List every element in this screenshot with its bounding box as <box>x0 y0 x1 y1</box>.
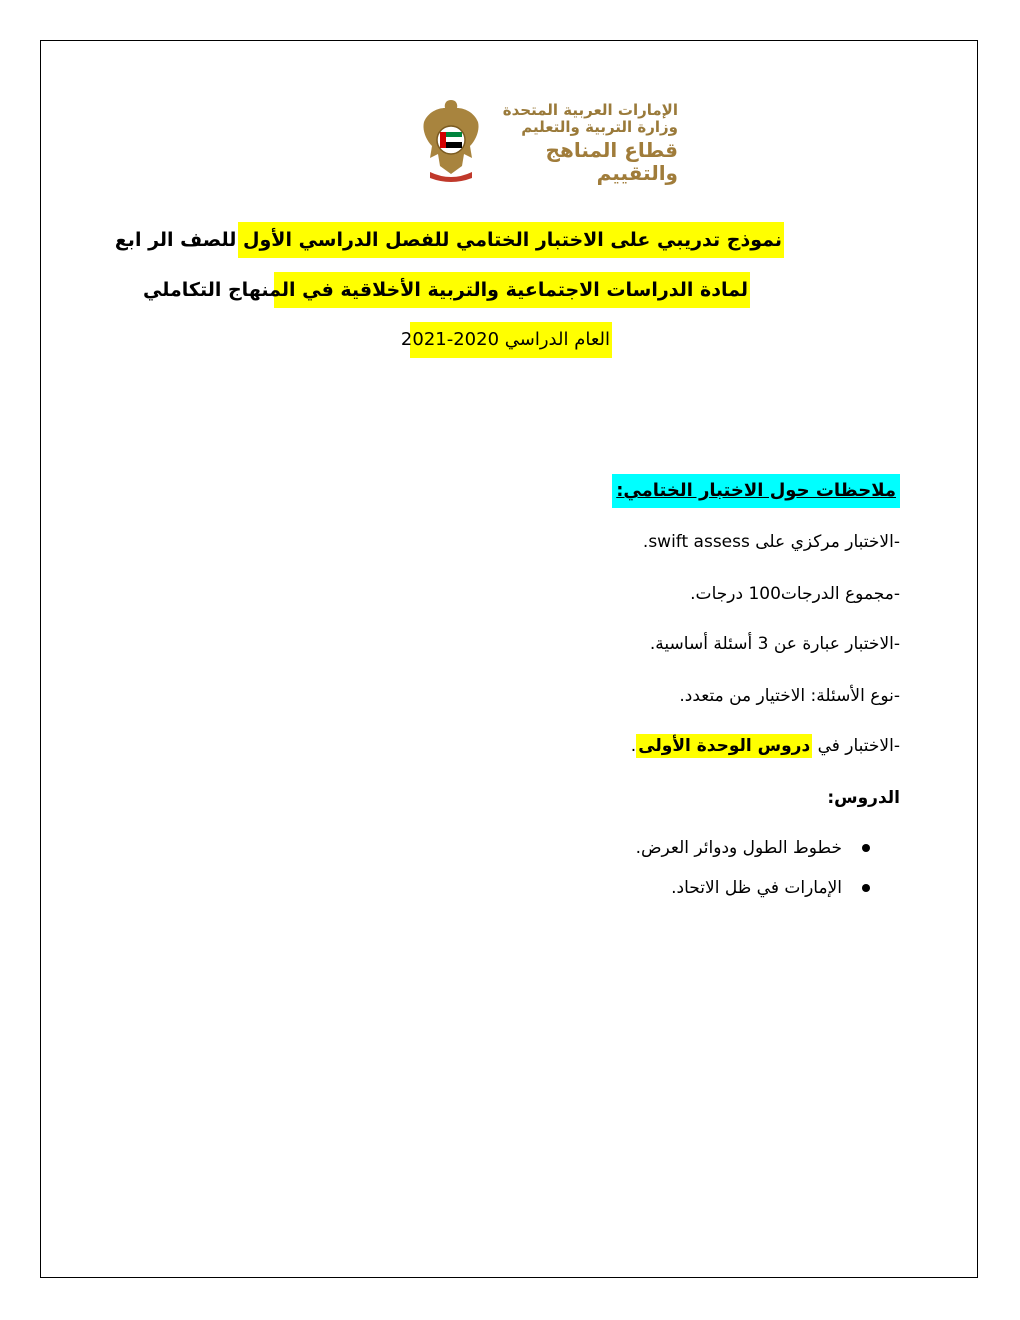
note-suffix: . <box>630 736 637 756</box>
note-item-unit <box>631 732 900 760</box>
logo-ministry-name: وزارة التربية والتعليم <box>521 118 678 137</box>
title-year: العام الدراسي 2020-2021 <box>410 322 612 358</box>
logo-sector-name: قطاع المناهج والتقييم <box>545 137 678 185</box>
note-item: -الاختبار مركزي على swift assess. <box>642 532 900 552</box>
bullet-icon <box>862 844 870 852</box>
note-unit-highlight: دروس الوحدة الأولى <box>638 736 811 756</box>
bullet-icon <box>862 884 870 892</box>
list-item <box>636 874 870 902</box>
title-line-2: لمادة الدراسات الاجتماعية والتربية الأخلاقية في المنهاج التكاملي <box>274 272 750 308</box>
note-item: -الاختبار عبارة عن 3 أسئلة أساسية. <box>649 634 900 654</box>
logo-country-name: الإمارات العربية المتحدة <box>502 101 678 119</box>
note-item: -نوع الأسئلة: الاختيار من متعدد. <box>679 686 900 706</box>
logo-text <box>488 102 678 185</box>
notes-heading: ملاحظات حول الاختبار الختامي: <box>612 474 900 508</box>
lessons-list <box>636 834 870 914</box>
ministry-logo <box>418 96 678 186</box>
title-line-1: نموذج تدريبي على الاختبار الختامي للفصل الدراسي الأول للصف الر ابع <box>238 222 784 258</box>
note-prefix: -الاختبار في <box>812 736 900 756</box>
lessons-heading: الدروس: <box>827 788 900 808</box>
uae-eagle-emblem-icon <box>418 96 484 184</box>
list-item <box>636 834 870 862</box>
lesson-label: خطوط الطول ودوائر العرض. <box>635 838 842 858</box>
lesson-label: الإمارات في ظل الاتحاد. <box>671 878 842 898</box>
note-item: -مجموع الدرجات100 درجات. <box>690 584 900 604</box>
